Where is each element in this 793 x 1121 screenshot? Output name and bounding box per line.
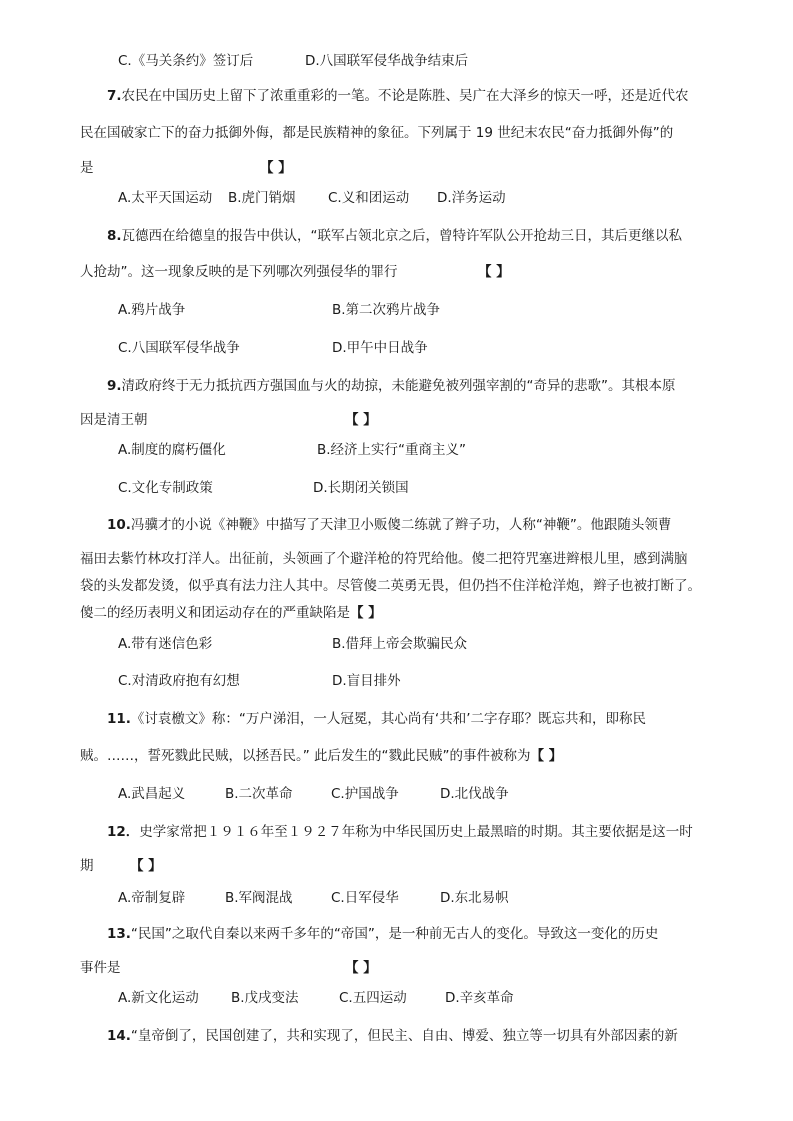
q7-stem-line-3: 是 【 】 xyxy=(80,160,292,176)
q8-stem-line-1: 8.瓦德西在给德皇的报告中供认，“联军占领北京之后，曾特许军队公开抢劫三日，其后更继以私 xyxy=(107,228,683,244)
q7-option-b: B.虎门销烟 xyxy=(228,190,296,206)
q7-answer-bracket: 【 】 xyxy=(260,160,292,176)
q12-number: 12． xyxy=(107,824,140,840)
q10-option-d: D.盲目排外 xyxy=(332,673,401,689)
q13-stem-line-1: 13.“民国”之取代自秦以来两千多年的“帝国”，是一种前无古人的变化。导致这一变化的历史 xyxy=(107,926,659,942)
q11-stem-line-2: 贼。……，誓死戮此民贼，以拯吾民。” 此后发生的“戮此民贼”的事件被称为【 】 xyxy=(80,748,563,764)
q13-option-d: D.辛亥革命 xyxy=(445,990,514,1006)
q13-option-a: A.新文化运动 xyxy=(118,990,199,1006)
q11-option-c: C.护国战争 xyxy=(331,786,399,802)
q8-answer-bracket: 【 】 xyxy=(478,264,510,280)
q11-option-b: B.二次革命 xyxy=(225,786,293,802)
q9-answer-bracket: 【 】 xyxy=(345,412,377,428)
q8-number: 8. xyxy=(107,228,122,244)
q9-option-c: C.文化专制政策 xyxy=(118,480,213,496)
q7-option-c: C.义和团运动 xyxy=(328,190,410,206)
q14-number: 14. xyxy=(107,1028,131,1044)
q7-stem-line-2: 民在国破家亡下的奋力抵御外侮，都是民族精神的象征。下列属于 19 世纪末农民“奋力抵御外侮”的 xyxy=(80,125,674,141)
q12-stem-line-1: 12．史学家常把１９１６年至１９２７年称为中华民国历史上最黑暗的时期。其主要依据是这一时 xyxy=(107,824,693,840)
q10-stem-line-1: 10.冯骥才的小说《神鞭》中描写了天津卫小贩傻二练就了辫子功，人称“神鞭”。他跟随头领曹 xyxy=(107,517,672,533)
q11-option-a: A.武昌起义 xyxy=(118,786,186,802)
q9-stem-line-2: 因是清王朝 【 】 xyxy=(80,412,377,428)
q10-stem-line-2: 福田去紫竹林攻打洋人。出征前，头领画了个避洋枪的符咒给他。傻二把符咒塞进辫根儿里，感到满脑 xyxy=(80,551,688,567)
q6-option-c: C.《马关条约》签订后 xyxy=(118,53,254,69)
q9-option-d: D.长期闭关锁国 xyxy=(313,480,409,496)
q14-stem-line-1: 14.“皇帝倒了，民国创建了，共和实现了，但民主、自由、博爱、独立等一切具有外部因素的新 xyxy=(107,1028,678,1044)
q10-stem-line-3: 袋的头发都发烫，似乎真有法力注人其中。尽管傻二英勇无畏，但仍挡不住洋枪洋炮，辫子也被打断了。 xyxy=(80,578,701,594)
q9-stem-line-1: 9.清政府终于无力抵抗西方强国血与火的劫掠，未能避免被列强宰割的“奇异的悲歌”。其根本原 xyxy=(107,378,676,394)
q9-number: 9. xyxy=(107,378,122,394)
q13-number: 13. xyxy=(107,926,131,942)
q11-answer-bracket: 【 】 xyxy=(530,748,563,764)
q8-option-b: B.第二次鸦片战争 xyxy=(332,302,441,318)
q11-option-d: D.北伐战争 xyxy=(440,786,509,802)
q11-number: 11. xyxy=(107,711,131,727)
q7-option-a: A.太平天国运动 xyxy=(118,190,213,206)
q9-option-a: A.制度的腐朽僵化 xyxy=(118,442,226,458)
q12-option-a: A.帝制复辟 xyxy=(118,890,186,906)
q8-stem-line-2: 人抢劫”。这一现象反映的是下列哪次列强侵华的罪行 【 】 xyxy=(80,264,510,280)
q9-option-b: B.经济上实行“重商主义” xyxy=(317,442,467,458)
q12-stem-line-2: 期 【 】 xyxy=(80,858,162,874)
q12-answer-bracket: 【 】 xyxy=(130,858,162,874)
q11-stem-line-1: 11.《讨袁檄文》称：“万户涕泪，一人冠冕，其心尚有‘共和’二字存耶？既忘共和，即称民 xyxy=(107,711,646,727)
q8-option-d: D.甲午中日战争 xyxy=(332,340,428,356)
q13-option-b: B.戊戌变法 xyxy=(231,990,299,1006)
q12-option-d: D.东北易帜 xyxy=(440,890,509,906)
q6-option-d: D.八国联军侵华战争结束后 xyxy=(305,53,469,69)
q10-option-b: B.借拜上帝会欺骗民众 xyxy=(332,636,468,652)
q7-stem-line-1: 7.农民在中国历史上留下了浓重重彩的一笔。不论是陈胜、吴广在大泽乡的惊天一呼，还是近代农 xyxy=(107,88,689,104)
q10-stem-line-4: 傻二的经历表明义和团运动存在的严重缺陷是【 】 xyxy=(80,605,382,621)
q13-answer-bracket: 【 】 xyxy=(345,960,377,976)
q8-option-c: C.八国联军侵华战争 xyxy=(118,340,240,356)
q8-option-a: A.鸦片战争 xyxy=(118,302,186,318)
q10-option-c: C.对清政府抱有幻想 xyxy=(118,673,240,689)
q10-option-a: A.带有迷信色彩 xyxy=(118,636,213,652)
q7-option-d: D.洋务运动 xyxy=(437,190,506,206)
q12-option-b: B.军阀混战 xyxy=(225,890,293,906)
q7-number: 7. xyxy=(107,88,122,104)
q13-option-c: C.五四运动 xyxy=(339,990,407,1006)
q12-option-c: C.日军侵华 xyxy=(331,890,399,906)
q13-stem-line-2: 事件是 【 】 xyxy=(80,960,377,976)
q10-number: 10. xyxy=(107,517,131,533)
q10-answer-bracket: 【 】 xyxy=(350,605,382,621)
